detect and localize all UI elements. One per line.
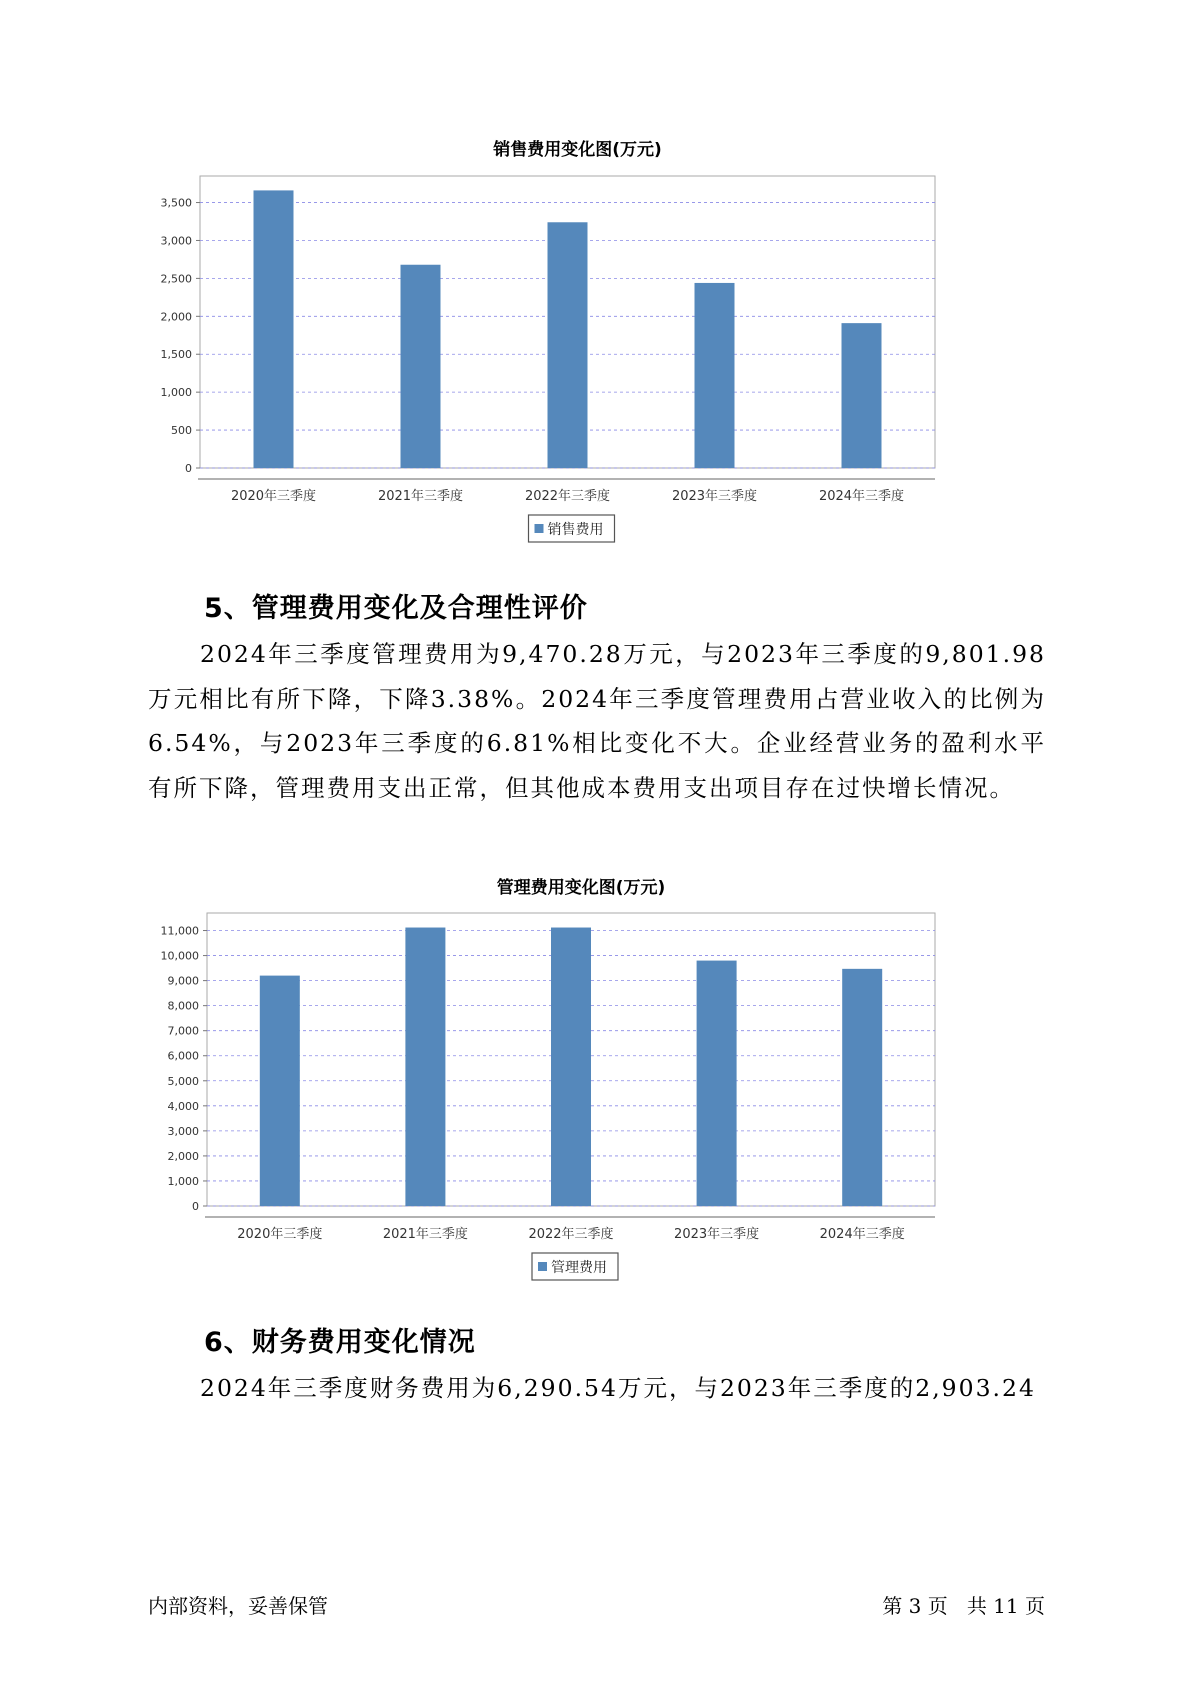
y-tick-label: 11,000 <box>160 924 199 938</box>
chart-title: 管理费用变化图(万元) <box>496 878 666 898</box>
x-tick-label: 2021年三季度 <box>382 1227 468 1242</box>
x-tick-label: 2023年三季度 <box>674 1227 760 1242</box>
bar <box>697 961 737 1206</box>
admin-expense-chart-svg <box>150 873 1030 1293</box>
y-tick-label: 10,000 <box>160 949 199 963</box>
bar <box>842 969 882 1206</box>
bar <box>548 222 588 468</box>
y-tick-label: 2,000 <box>167 1149 199 1163</box>
bar <box>260 976 300 1206</box>
y-tick-label: 3,500 <box>160 196 192 210</box>
footer-page-number: 第 3 页 共 11 页 <box>882 1594 1045 1618</box>
y-tick-label: 1,000 <box>160 386 192 400</box>
x-tick-label: 2021年三季度 <box>377 489 464 504</box>
y-tick-label: 2,500 <box>160 272 192 286</box>
y-tick-label: 7,000 <box>167 1024 199 1038</box>
bar <box>254 190 294 468</box>
y-tick-label: 6,000 <box>167 1049 199 1063</box>
y-tick-label: 3,000 <box>167 1124 199 1138</box>
y-tick-label: 1,500 <box>160 348 192 362</box>
y-tick-label: 8,000 <box>167 999 199 1013</box>
sales-expense-chart-svg <box>150 135 1030 555</box>
y-tick-label: 2,000 <box>160 310 192 324</box>
bar <box>695 283 735 468</box>
footer-left: 内部资料，妥善保管 <box>148 1594 328 1618</box>
bar <box>551 928 591 1206</box>
bar <box>405 928 445 1206</box>
section6-paragraph <box>148 1366 1046 1411</box>
y-tick-label: 0 <box>185 462 192 475</box>
legend <box>529 515 615 542</box>
y-tick-label: 4,000 <box>167 1099 199 1113</box>
section5-paragraph <box>148 632 1046 810</box>
x-tick-label: 2020年三季度 <box>230 489 317 504</box>
section6-heading: 6、财务费用变化情况 <box>204 1327 476 1358</box>
y-tick-label: 5,000 <box>167 1074 199 1088</box>
x-tick-label: 2020年三季度 <box>237 1227 323 1242</box>
sales-expense-chart <box>150 135 1030 555</box>
admin-expense-chart <box>150 873 1030 1293</box>
legend-swatch <box>535 524 544 533</box>
legend <box>532 1253 618 1280</box>
y-tick-label: 500 <box>171 424 192 438</box>
bar <box>401 265 441 468</box>
section6-paragraph-text: 2024年三季度财务费用为6,290.54万元，与2023年三季度的2,903.24 <box>200 1374 1036 1402</box>
bar <box>842 323 882 468</box>
legend-swatch <box>538 1262 547 1271</box>
x-tick-label: 2023年三季度 <box>671 489 758 504</box>
y-tick-label: 9,000 <box>167 974 199 988</box>
y-tick-label: 3,000 <box>160 234 192 248</box>
section5-heading: 5、管理费用变化及合理性评价 <box>204 593 588 624</box>
legend-label: 销售费用 <box>547 522 604 538</box>
y-tick-label: 0 <box>192 1200 199 1213</box>
section5-paragraph-text: 2024年三季度管理费用为9,470.28万元，与2023年三季度的9,801.98万元相比有所下降，下降3.38%。2024年三季度管理费用占营业收入的比例为6.54%，与2023年三季度的6.81%相比变化不大。企业经营业务的盈利水平有所下降，管理费用支出正常，但其他成本费用支出项目存在过快增长情况。 <box>148 640 1046 802</box>
x-tick-label: 2022年三季度 <box>524 489 611 504</box>
x-tick-label: 2024年三季度 <box>818 489 905 504</box>
x-tick-label: 2024年三季度 <box>819 1227 905 1242</box>
chart-title: 销售费用变化图(万元) <box>493 140 662 160</box>
y-tick-label: 1,000 <box>167 1174 199 1188</box>
legend-label: 管理费用 <box>551 1260 607 1276</box>
x-tick-label: 2022年三季度 <box>528 1227 614 1242</box>
